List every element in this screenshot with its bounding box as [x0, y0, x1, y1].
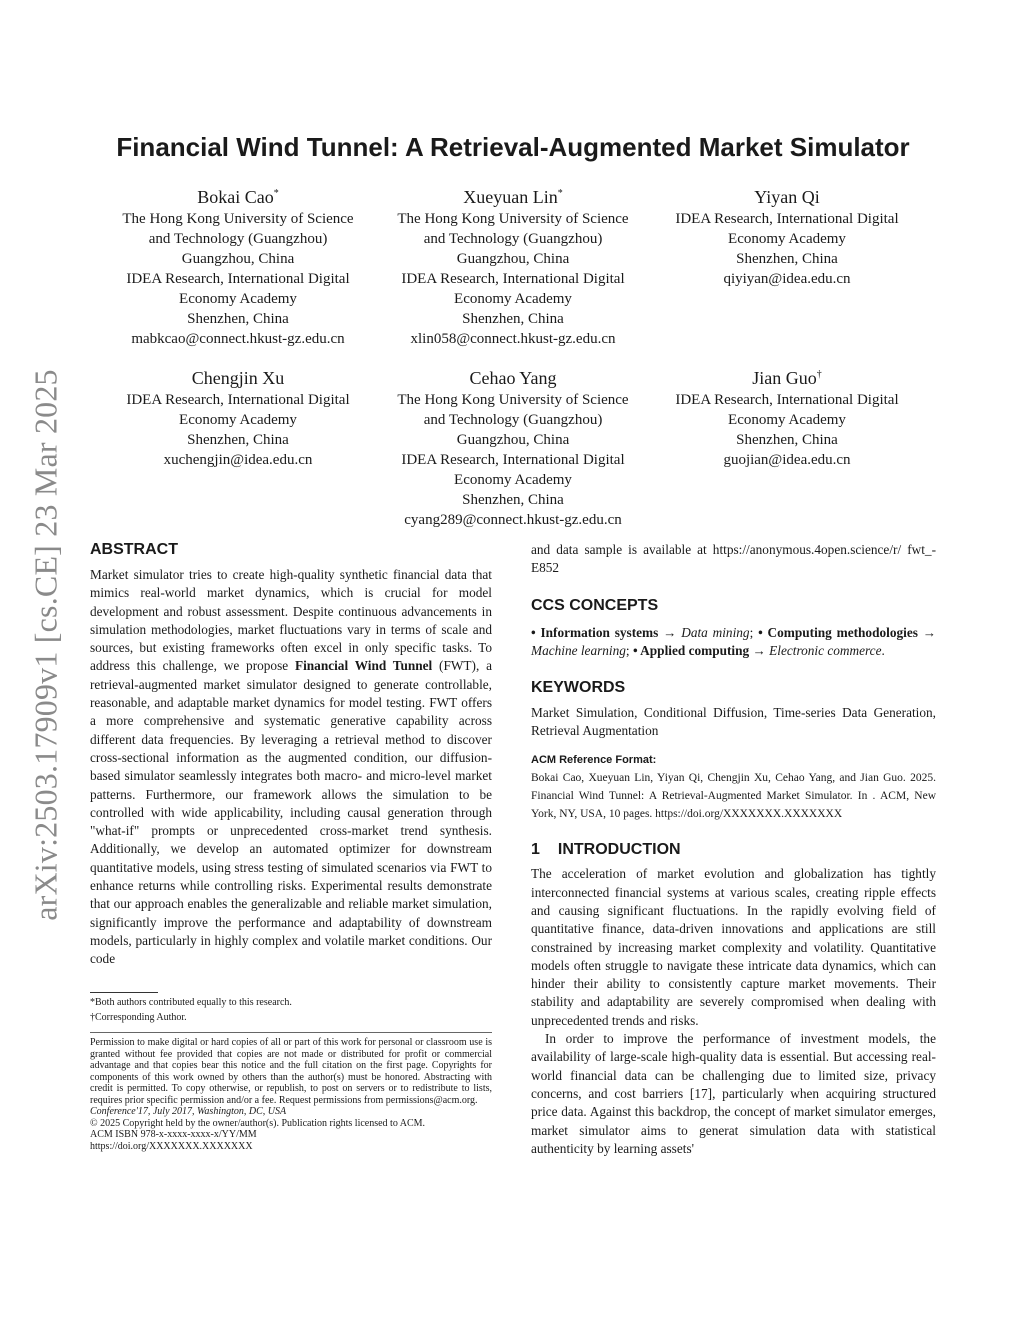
author-name: Bokai Cao* — [197, 187, 279, 207]
doi-line: https://doi.org/XXXXXXX.XXXXXXX — [90, 1140, 253, 1152]
author-affiliation: Economy Academy — [179, 291, 297, 307]
author-email: guojian@idea.edu.cn — [723, 452, 851, 468]
footnote-corresponding: †Corresponding Author. — [90, 1012, 187, 1023]
abstract-section — [90, 540, 492, 969]
author-email: xlin058@connect.hkust-gz.edu.cn — [410, 331, 616, 347]
author-name: Jian Guo† — [752, 368, 822, 388]
footnote-rule — [90, 992, 158, 993]
author-location: Shenzhen, China — [736, 432, 838, 448]
copyright-line: © 2025 Copyright held by the owner/author(s). Publication rights licensed to ACM. — [90, 1117, 426, 1129]
author-location: Shenzhen, China — [462, 311, 564, 327]
abstract-continuation: and data sample is available at https://anonymous.4open.science/r/ fwt_-E852 — [531, 542, 936, 576]
author-name: Yiyan Qi — [754, 187, 820, 207]
author-name: Xueyuan Lin* — [463, 187, 563, 207]
right-column — [531, 541, 936, 1158]
author-affiliation: and Technology (Guangzhou) — [148, 231, 328, 247]
author-email: qiyiyan@idea.edu.cn — [723, 271, 851, 287]
author-affiliation: Economy Academy — [454, 472, 572, 488]
author-location: Guangzhou, China — [456, 432, 570, 448]
author-affiliation: The Hong Kong University of Science — [122, 211, 354, 227]
author-affiliation: IDEA Research, International Digital — [401, 452, 625, 468]
author-location: Shenzhen, China — [187, 432, 289, 448]
author-location: Guangzhou, China — [456, 251, 570, 267]
author-affiliation: IDEA Research, International Digital — [675, 392, 899, 408]
author-name: Chengjin Xu — [191, 368, 285, 388]
author-affiliation: IDEA Research, International Digital — [675, 211, 899, 227]
ccs-heading: CCS CONCEPTS — [531, 596, 659, 614]
introduction-heading: 1 INTRODUCTION — [531, 841, 681, 859]
author-name: Cehao Yang — [469, 368, 557, 388]
author-block-6 — [652, 364, 922, 470]
ccs-concepts: • Information systems → Data mining; • Computing methodologies → Machine learning; • Applied computing → Electronic commerce. — [531, 624, 936, 658]
isbn-line: ACM ISBN 978-x-xxxx-xxxx-x/YY/MM — [90, 1129, 257, 1140]
permission-text: Permission to make digital or hard copies of all or part of this work for personal or classroom use is granted without fee provided that copies are not made or distributed for profit or commercial advantage and that copies bear this notice and the full citation on the first page. Copyrights for components of this work owned by others than the author(s) must be honored. Abstracting with credit is permitted. To copy otherwise, or republish, to post on servers or to redistribute to lists, requires prior specific permission and/or a fee. Request permissions from permissions@acm.org. — [90, 1037, 492, 1106]
author-affiliation: and Technology (Guangzhou) — [423, 412, 603, 428]
acm-reference-heading: ACM Reference Format: — [531, 753, 657, 766]
author-affiliation: and Technology (Guangzhou) — [423, 231, 603, 247]
author-email: cyang289@connect.hkust-gz.edu.cn — [404, 512, 622, 528]
introduction-paragraph-2: In order to improve the performance of investment models, the availability of large-scale high-quality data is essential. But accessing real-world financial data can be challenging due to limited size, privacy concerns, and cost barriers [17], particularly when acquiring structured price data. Against this backdrop, the concept of market simulator emerges, market simulator aims to generat simulation data with statistical authenticity by learning assets' — [531, 1031, 936, 1156]
abstract-heading: ABSTRACT — [90, 541, 178, 558]
author-location: Guangzhou, China — [181, 251, 295, 267]
abstract-text: Market simulator tries to create high-quality synthetic financial data that mimics real-world market dynamics, which is crucial for model development and robust assessment. Despite continuous advancements in simulation methodologies, market fluctuations vary in terms of scale and sources, but existing frameworks often excel in only specific tasks. To address this challenge, we propose Financial Wind Tunnel (FWT), a retrieval-augmented market simulator designed to generate controllable, reasonable, and adaptable market dynamics for model testing. FWT offers a more comprehensive and systematic generative capability across different data frequencies. By leveraging a retrieval method to discover cross-sectional information as the augmented condition, our diffusion-based simulator seamlessly integrates both macro- and micro-level market patterns. Furthermore, our framework allows the simulation to be controlled with wide applicability, including causal generation through "what-if" prompts or unprecedented cross-market trend synthesis. Additionally, we develop an automated optimizer for downstream quantitative models, using stress testing of simulated scenarios via FWT to enhance returns while controlling risks. Experimental results demonstrate that our approach enables the generalizable and reliable market simulation, significantly improve the performance and adaptability of downstream models, particularly in highly complex and volatile market conditions. Our code — [90, 567, 492, 967]
conference-info: Conference'17, July 2017, Washington, DC, USA — [90, 1106, 287, 1117]
author-email: xuchengjin@idea.edu.cn — [163, 452, 313, 468]
author-affiliation: The Hong Kong University of Science — [397, 211, 629, 227]
keywords-heading: KEYWORDS — [531, 679, 626, 697]
author-affiliation: IDEA Research, International Digital — [126, 392, 350, 408]
footnote-equal-contribution: *Both authors contributed equally to this research. — [90, 997, 292, 1008]
paper-title: Financial Wind Tunnel: A Retrieval-Augmented Market Simulator — [116, 132, 910, 162]
author-block-3 — [652, 183, 922, 289]
author-affiliation: IDEA Research, International Digital — [126, 271, 350, 287]
author-affiliation: Economy Academy — [454, 291, 572, 307]
author-affiliation: Economy Academy — [179, 412, 297, 428]
author-email: mabkcao@connect.hkust-gz.edu.cn — [131, 331, 345, 347]
author-block-4 — [103, 364, 373, 470]
author-block-2 — [378, 183, 648, 349]
author-location: Shenzhen, China — [736, 251, 838, 267]
author-affiliation: IDEA Research, International Digital — [401, 271, 625, 287]
author-location: Shenzhen, China — [462, 492, 564, 508]
author-affiliation: Economy Academy — [728, 231, 846, 247]
introduction-paragraph-1: The acceleration of market evolution and globalization has tightly interconnected financial systems at various scales, creating ripple effects and causing significant fluctuations. In the rapidly evolving field of quantitative finance, data-driven innovations and applications are still constrained by increasing market complexity and volatility. Quantitative models often struggle to navigate these intricate data dynamics, which can hinder their ability to consistently capture market movements. Their stability and adaptability are severely compromised when dealing with unprecedented trends and risks. — [531, 866, 936, 1028]
permission-block — [90, 1037, 492, 1152]
author-affiliation: The Hong Kong University of Science — [397, 392, 629, 408]
author-location: Shenzhen, China — [187, 311, 289, 327]
permission-rule — [90, 1032, 492, 1033]
author-block-5 — [378, 364, 648, 530]
arxiv-identifier: arXiv:2503.17909v1 [cs.CE] 23 Mar 2025 — [27, 369, 64, 921]
acm-reference-text: Bokai Cao, Xueyuan Lin, Yiyan Qi, Chengjin Xu, Cehao Yang, and Jian Guo. 2025. Financial Wind Tunnel: A Retrieval-Augmented Market Simulator. In . ACM, New York, NY, USA, 10 pages. https://doi.org/XXXXXXX.XXXXXXX — [531, 772, 936, 821]
author-block-1 — [103, 183, 373, 349]
author-affiliation: Economy Academy — [728, 412, 846, 428]
keywords-text: Market Simulation, Conditional Diffusion, Time-series Data Generation, Retrieval Augmentation — [531, 705, 936, 739]
